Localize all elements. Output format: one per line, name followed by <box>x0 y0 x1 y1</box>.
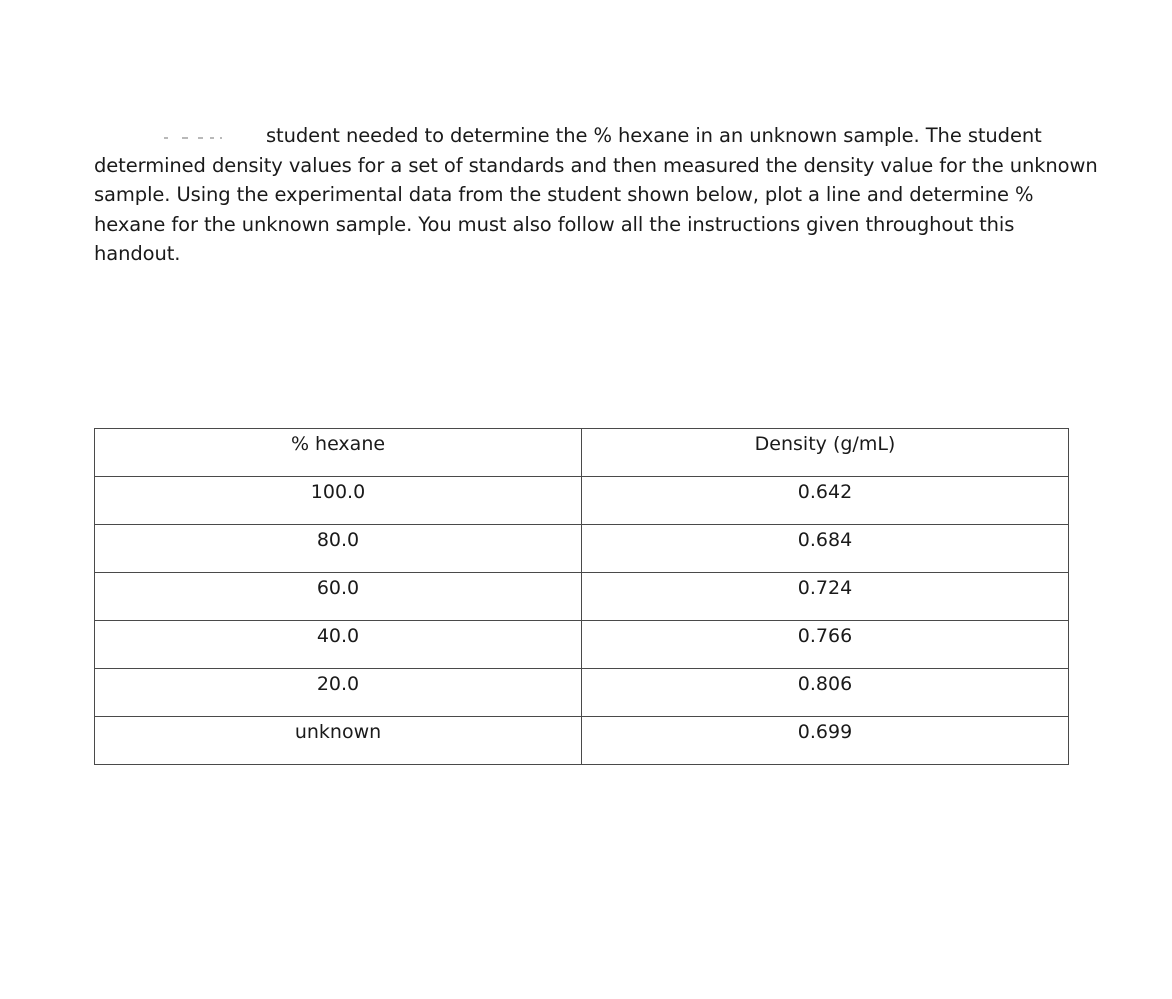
instructions-paragraph <box>94 121 1124 269</box>
hexane-cell: 100.0 <box>95 477 582 525</box>
table-row <box>95 669 1069 717</box>
hexane-cell: unknown <box>95 717 582 765</box>
hexane-cell: 80.0 <box>95 525 582 573</box>
density-cell: 0.806 <box>582 669 1069 717</box>
hexane-cell: 20.0 <box>95 669 582 717</box>
table-header-row <box>95 429 1069 477</box>
table-row <box>95 525 1069 573</box>
paragraph-line-1: student needed to determine the % hexane in an unknown sample. The student <box>94 121 1124 151</box>
redacted-text-mark <box>154 135 264 141</box>
table-row <box>95 621 1069 669</box>
column-header-hexane: % hexane <box>95 429 582 477</box>
paragraph-line-5: handout. <box>94 242 181 265</box>
column-header-density: Density (g/mL) <box>582 429 1069 477</box>
paragraph-line-2: determined density values for a set of standards and then measured the density value for the unknown <box>94 153 1098 177</box>
table-row <box>95 717 1069 765</box>
hexane-cell: 40.0 <box>95 621 582 669</box>
density-cell: 0.642 <box>582 477 1069 525</box>
density-cell: 0.724 <box>582 573 1069 621</box>
density-cell: 0.766 <box>582 621 1069 669</box>
paragraph-line-4: hexane for the unknown sample. You must also follow all the instructions given throughout this <box>94 212 1015 236</box>
table-row <box>95 573 1069 621</box>
hexane-density-table <box>94 428 1069 765</box>
density-cell: 0.684 <box>582 525 1069 573</box>
hexane-cell: 60.0 <box>95 573 582 621</box>
density-cell: 0.699 <box>582 717 1069 765</box>
table-row <box>95 477 1069 525</box>
paragraph-line-3: sample. Using the experimental data from the student shown below, plot a line and determine % <box>94 183 1034 206</box>
